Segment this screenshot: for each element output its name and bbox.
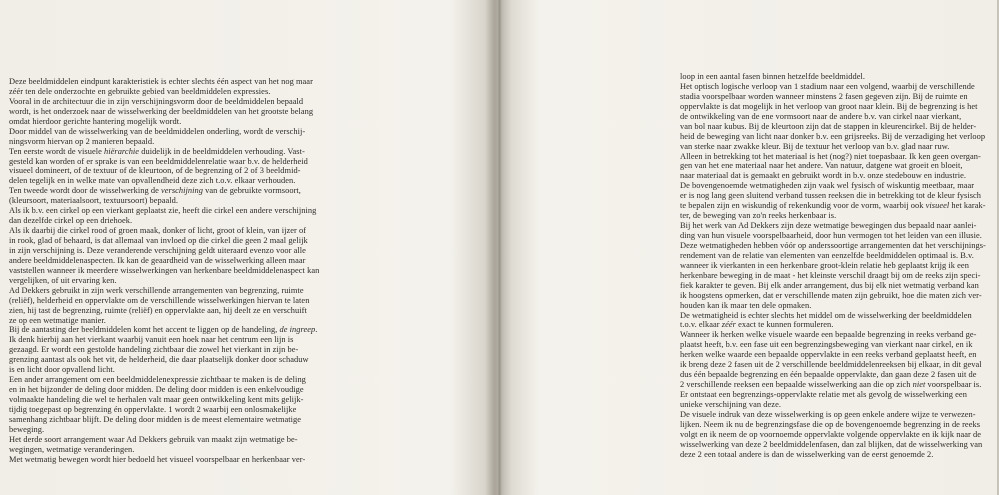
text-segment: Met wetmatig bewegen wordt hier bedoeld het visueel voorspelbaar en herkenbaar ver- [9, 454, 306, 464]
text-segment: Een ander arrangement om een beeldmiddelenexpressie zichtbaar te maken is de deling [9, 375, 306, 385]
text-segment: Het derde soort arrangement waar Ad Dekkers gebruik van maakt zijn wetmatige be- [9, 434, 298, 444]
text-line [9, 286, 319, 296]
text-segment: van de gebruikte vormsoort, [203, 186, 301, 196]
text-line [9, 385, 319, 395]
text-segment: omdat hierdoor gerichte hantering mogelijk wordt. [9, 116, 182, 126]
text-line [9, 345, 319, 355]
text-segment: voorspelbaar is. [925, 380, 982, 390]
text-segment: wegingen, wetmatige veranderingen. [9, 444, 135, 454]
text-line [9, 435, 319, 445]
text-line [9, 276, 319, 286]
text-line [680, 271, 986, 281]
italic-text: visueel [925, 201, 950, 211]
text-line [9, 266, 319, 276]
text-line [680, 301, 986, 311]
text-segment: duidelijk in de beeldmiddelen verhouding. Vast- [139, 146, 305, 156]
text-segment: lijken. Neem ik nu de begrenzingsfase die op de bovengenoemde begrenzing in de reeks [680, 419, 981, 429]
italic-text: zéér [721, 320, 736, 330]
text-segment: is en licht door opvallend licht. [9, 365, 115, 375]
text-line [9, 117, 319, 127]
text-line [680, 281, 986, 291]
text-line [9, 236, 319, 246]
italic-text: verschijning [161, 186, 204, 196]
text-line [9, 127, 319, 137]
text-segment: Ad Dekkers gebruikt in zijn werk verschillende arrangementen van begrenzing, ruimte [9, 285, 304, 295]
text-segment: gen van het ene materiaal naar het andere. Van natuur, datgene wat groeit en bloeit, [680, 161, 963, 171]
text-segment: Vooral in de architectuur die in zijn verschijningsvorm door de beeldmiddelen bepaald [9, 96, 304, 106]
text-segment: Alleen in betrekking tot het materiaal is het (nog?) niet toepasbaar. Ik ken geen overgan- [680, 151, 981, 161]
italic-text: hiërarchie [104, 146, 140, 156]
text-line [9, 335, 319, 345]
text-segment: gezaagd. Er wordt een gestolde handeling zichtbaar die zowel het vierkant in zijn be- [9, 345, 299, 355]
text-segment: gesteld kan worden of er sprake is van een beeldmiddelenrelatie waar b.v. de helderheid [9, 156, 308, 166]
text-line [680, 221, 986, 231]
text-segment: vaststellen wanneer ik meerdere wisselwerkingen van herkenbare beeldmiddelenaspect kan [9, 265, 320, 275]
text-segment: andere beeldmiddelenaspecten. Ik kan de geaardheid van de wisselwerking alleen maar [9, 255, 306, 265]
text-line [9, 107, 319, 117]
text-line [680, 340, 986, 350]
left-page-text [9, 77, 319, 465]
text-line [680, 251, 986, 261]
text-line [680, 171, 986, 181]
text-segment: loop in een aantal fasen binnen hetzelfde beeldmiddel. [680, 72, 866, 81]
text-line [680, 132, 986, 142]
text-segment: tijdig toegepast op begrenzing én oppervlakte. 1 wordt 2 waarbij een onlosmakelijke [9, 404, 297, 414]
text-line [9, 325, 319, 335]
text-segment: oppervlakte is dat mogelijk in het verloop van groot naar klein. Bij de begrenzing is het [680, 101, 978, 111]
text-line [680, 311, 986, 321]
text-line [680, 82, 986, 92]
text-segment: De wetmatigheid is echter slechts het middel om de wisselwerking der beeldmiddelen [680, 310, 972, 320]
text-segment: naar materiaal dat is gemaakt en gebruikt wordt in b.v. onze stedebouw en industrie. [680, 171, 966, 181]
text-segment: Door middel van de wisselwerking van de beeldmiddelen onderling, wordt de verschij- [9, 126, 306, 136]
text-line [680, 72, 986, 82]
text-line [9, 425, 319, 435]
text-line [680, 112, 986, 122]
text-line [9, 166, 319, 176]
text-line [680, 450, 986, 460]
text-segment: van sterke naar zwakke kleur. Bij de textuur het verloop van b.v. glad naar ruw. [680, 141, 950, 151]
text-line [680, 231, 986, 241]
text-line [9, 316, 319, 326]
text-segment: van bol naar kubus. Bij de kleurtoon zijn dat de stappen in kleurencirkel. Bij de helder- [680, 121, 977, 131]
text-segment: en in het bijzonder de deling door midden. De deling door midden is een enkelvoudige [9, 385, 304, 395]
text-segment: (reliëf), helderheid en oppervlakte om de verschillende wisselwerkingen hiervan te laten [9, 295, 310, 305]
text-segment: ik breng deze 2 fasen uit de 2 verschillende beeldmiddelenreeksen bij elkaar, in dit geval [680, 360, 982, 370]
text-line [9, 226, 319, 236]
text-segment: dus één bepaalde begrenzing en één bepaalde oppervlakte, dan gaan deze 2 fasen uit de [680, 370, 977, 380]
text-line [9, 87, 319, 97]
text-segment: Wanneer ik herken welke visuele waarde een bepaalde begrenzing in reeks verband ge- [680, 330, 977, 340]
text-line [680, 400, 986, 410]
text-line [9, 365, 319, 375]
text-segment: De visuele indruk van deze wisselwerking is op geen enkele andere wijze te verwezen- [680, 409, 976, 419]
text-line [9, 415, 319, 425]
text-segment: 2 verschillende reeksen een bepaalde wisselwerking aan die op zich [680, 380, 913, 390]
text-line [680, 161, 986, 171]
right-page [500, 0, 999, 495]
text-line [9, 256, 319, 266]
text-segment: Bij het werk van Ad Dekkers zijn deze wetmatige bewegingen dus bepaald naar aanlei- [680, 221, 977, 231]
text-segment: rendement van de relatie van elementen van eenzelfde beeldmiddelen optimaal is. B.v. [680, 250, 974, 260]
text-segment: beweging. [9, 424, 45, 434]
text-segment: Ten eerste wordt de visuele [9, 146, 104, 156]
text-line [680, 390, 986, 400]
text-segment: deze 2 een totaal andere is dan de wisselwerking van de eerst genoemde 2. [680, 449, 934, 459]
text-line [680, 330, 986, 340]
text-line [9, 176, 319, 186]
text-segment: (kleursoort, materiaalsoort, textuursoort) bepaald. [9, 196, 179, 206]
text-line [9, 355, 319, 365]
italic-text: de ingreep [279, 325, 316, 335]
text-line [680, 181, 986, 191]
text-segment: t.o.v. elkaar [680, 320, 722, 330]
text-segment: wanneer ik vierkanten in een herkenbare groot-klein relatie heb geplaatst krijg ik een [680, 260, 969, 270]
text-segment: zéér ten dele onderzochte en gebruikte gebied van beeldmiddelen expressies. [9, 86, 271, 96]
text-segment: Als ik b.v. een cirkel op een vierkant geplaatst zie, heeft die cirkel een andere verschijning [9, 206, 317, 216]
text-segment: Er ontstaat een begrenzings-oppervlakte relatie met als gevolg de wisselwerking een [680, 390, 967, 399]
text-segment: Ten tweede wordt door de wisselwerking de [9, 186, 161, 196]
text-line [680, 261, 986, 271]
text-segment: stadia voorspelbaar worden wanneer minstens 2 fasen gegeven zijn. Bij de ruimte en [680, 91, 968, 101]
text-segment: wordt, is het onderzoek naar de wisselwerking der beeldmiddelen van het grootste belang [9, 106, 314, 116]
text-line [9, 137, 319, 147]
text-line [680, 410, 986, 420]
text-line [9, 296, 319, 306]
text-segment: plaatst heeft, b.v. een fase uit een begrenzingsbeweging van vierkant naar cirkel, en ik [680, 340, 973, 350]
text-line [680, 380, 986, 390]
text-segment: volmaakte handeling die wel te herhalen valt maar geen ontwikkeling kent mits gelijk- [9, 395, 304, 404]
text-segment: Bij de aantasting der beeldmiddelen komt het accent te liggen op de handeling, [9, 325, 280, 335]
text-line [9, 206, 319, 216]
text-segment: ningsvorm hiervan op 2 manieren bepaald. [9, 136, 155, 146]
text-segment: De bovengenoemde wetmatigheden zijn vaak wel fysisch of wiskuntig meetbaar, maar [680, 181, 975, 191]
text-segment: Deze beeldmiddelen eindpunt karakteristiek is echter slechts één aspect van het nog maar [9, 77, 313, 86]
text-line [9, 97, 319, 107]
italic-text: niet [912, 380, 926, 390]
text-segment: ik hoogstens opmerken, dat er verschillende maten zijn gebruikt, hoe die maten zich ver- [680, 290, 982, 300]
text-line [9, 375, 319, 385]
text-segment: ter, de beweging van zo'n reeks herkenbaar is. [680, 211, 837, 221]
text-segment: wisselwerking van deze 2 beeldmiddelenfasen, dan zal blijken, dat de wisselwerking van [680, 439, 983, 449]
text-segment: samenhang zichtbaar blijft. De deling door midden is de meest elementaire wetmatige [9, 414, 302, 424]
text-segment: Deze wetmatigheden hebben vóór op anderssoortige arrangementen dat het verschijnings- [680, 240, 986, 250]
text-segment: heid de beweging van licht naar donker b.v. een grijsreeks. Bij de verzadiging het verloop [680, 131, 986, 141]
text-segment: dan dezelfde cirkel op een driehoek. [9, 216, 133, 226]
text-line [9, 246, 319, 256]
text-line [680, 370, 986, 380]
text-segment: Als ik daarbij die cirkel rood of groen maak, donker of licht, groot of klein, van ijzer of [9, 226, 307, 236]
text-segment: delen tegelijk en in welke mate van opvallendheid deze zich t.o.v. elkaar verhouden. [9, 176, 296, 186]
text-segment: visueel domineert, of de textuur of de kleurtoon, of de begrenzing of 2 of 3 beeldmid- [9, 166, 301, 176]
text-segment: de ontwikkeling van de ene vormsoort naar de andere b.v. van cirkel naar vierkant, [680, 111, 962, 121]
text-segment: vergelijken, of uit ervaring ken. [9, 275, 117, 285]
text-line [680, 92, 986, 102]
text-line [9, 405, 319, 415]
text-segment: ze op een wetmatige manier. [9, 315, 106, 325]
text-segment: het karak- [949, 201, 986, 211]
text-segment: zien, hij tast de begrenzing, ruimte (reliëf) en oppervlakte aan, hij deelt ze en verschuift [9, 305, 307, 315]
text-segment: herkenbare beweging in de maat - het kleinste verschil draagt bij om de reeks zijn speci- [680, 270, 981, 280]
text-segment: fiek karakter te geven. Bij elk ander arrangement, dus bij elk niet wetmatig verband kan [680, 280, 979, 290]
text-line [9, 445, 319, 455]
text-line [680, 211, 986, 221]
text-line [680, 241, 986, 251]
text-line [680, 320, 986, 330]
text-line [680, 420, 986, 430]
text-line [680, 142, 986, 152]
right-page-text [680, 72, 986, 460]
text-line [680, 152, 986, 162]
text-line [680, 360, 986, 370]
text-line [9, 395, 319, 405]
text-line [680, 440, 986, 450]
text-segment: volgt en ik neem de op voornoemde oppervlakte volgende oppervlakte en ik kijk naar de [680, 429, 982, 439]
text-line [680, 122, 986, 132]
text-segment: ding van hun visuele voorspelbaarheid, door hun vermogen tot het leiden van een illusie. [680, 231, 982, 240]
text-line [680, 191, 986, 201]
text-segment: in zijn verschijning is. Deze veranderende verschijning geldt uiteraard evenzo voor alle [9, 245, 306, 255]
text-line [680, 102, 986, 112]
text-line [9, 186, 319, 196]
text-segment: Ik denk hierbij aan het vierkant waarbij vanuit een hoek naar het centrum een lijn is [9, 335, 294, 345]
text-segment: grenzing aantast als ook het vit, de helderheid, die daar plaatselijk donker door schaduw [9, 355, 309, 365]
text-line [9, 455, 319, 465]
text-segment: unieke verschijning van deze. [680, 399, 781, 409]
text-line [9, 306, 319, 316]
text-segment: herken welke waarde een bepaalde oppervlakte in een reeks verband geplaatst heeft, en [680, 350, 977, 360]
text-line [680, 350, 986, 360]
text-segment: exact te kunnen formuleren. [735, 320, 834, 330]
text-segment: . [315, 325, 318, 335]
text-segment: Het optisch logische verloop van 1 stadium naar een volgend, waarbij de verschillende [680, 81, 975, 91]
text-segment: te bepalen zijn en wiskundig of rekenkundig voor de vorm, waarbij ook [680, 201, 926, 211]
text-line [680, 430, 986, 440]
text-line [9, 157, 319, 167]
text-line [9, 216, 319, 226]
text-segment: in rook, glad of behaard, is dat allemaal van invloed op die cirkel die geen 2 maal gelijk [9, 236, 308, 245]
text-segment: er is nog lang geen sluitend verband tussen reeksen die in betrekking tot de kleur fysisch [680, 191, 982, 201]
text-line [9, 77, 319, 87]
text-segment: houden kan ik maar ten dele opmaken. [680, 300, 812, 310]
text-line [680, 291, 986, 301]
left-page [0, 0, 490, 495]
text-line [680, 201, 986, 211]
text-line [9, 196, 319, 206]
text-line [9, 147, 319, 157]
